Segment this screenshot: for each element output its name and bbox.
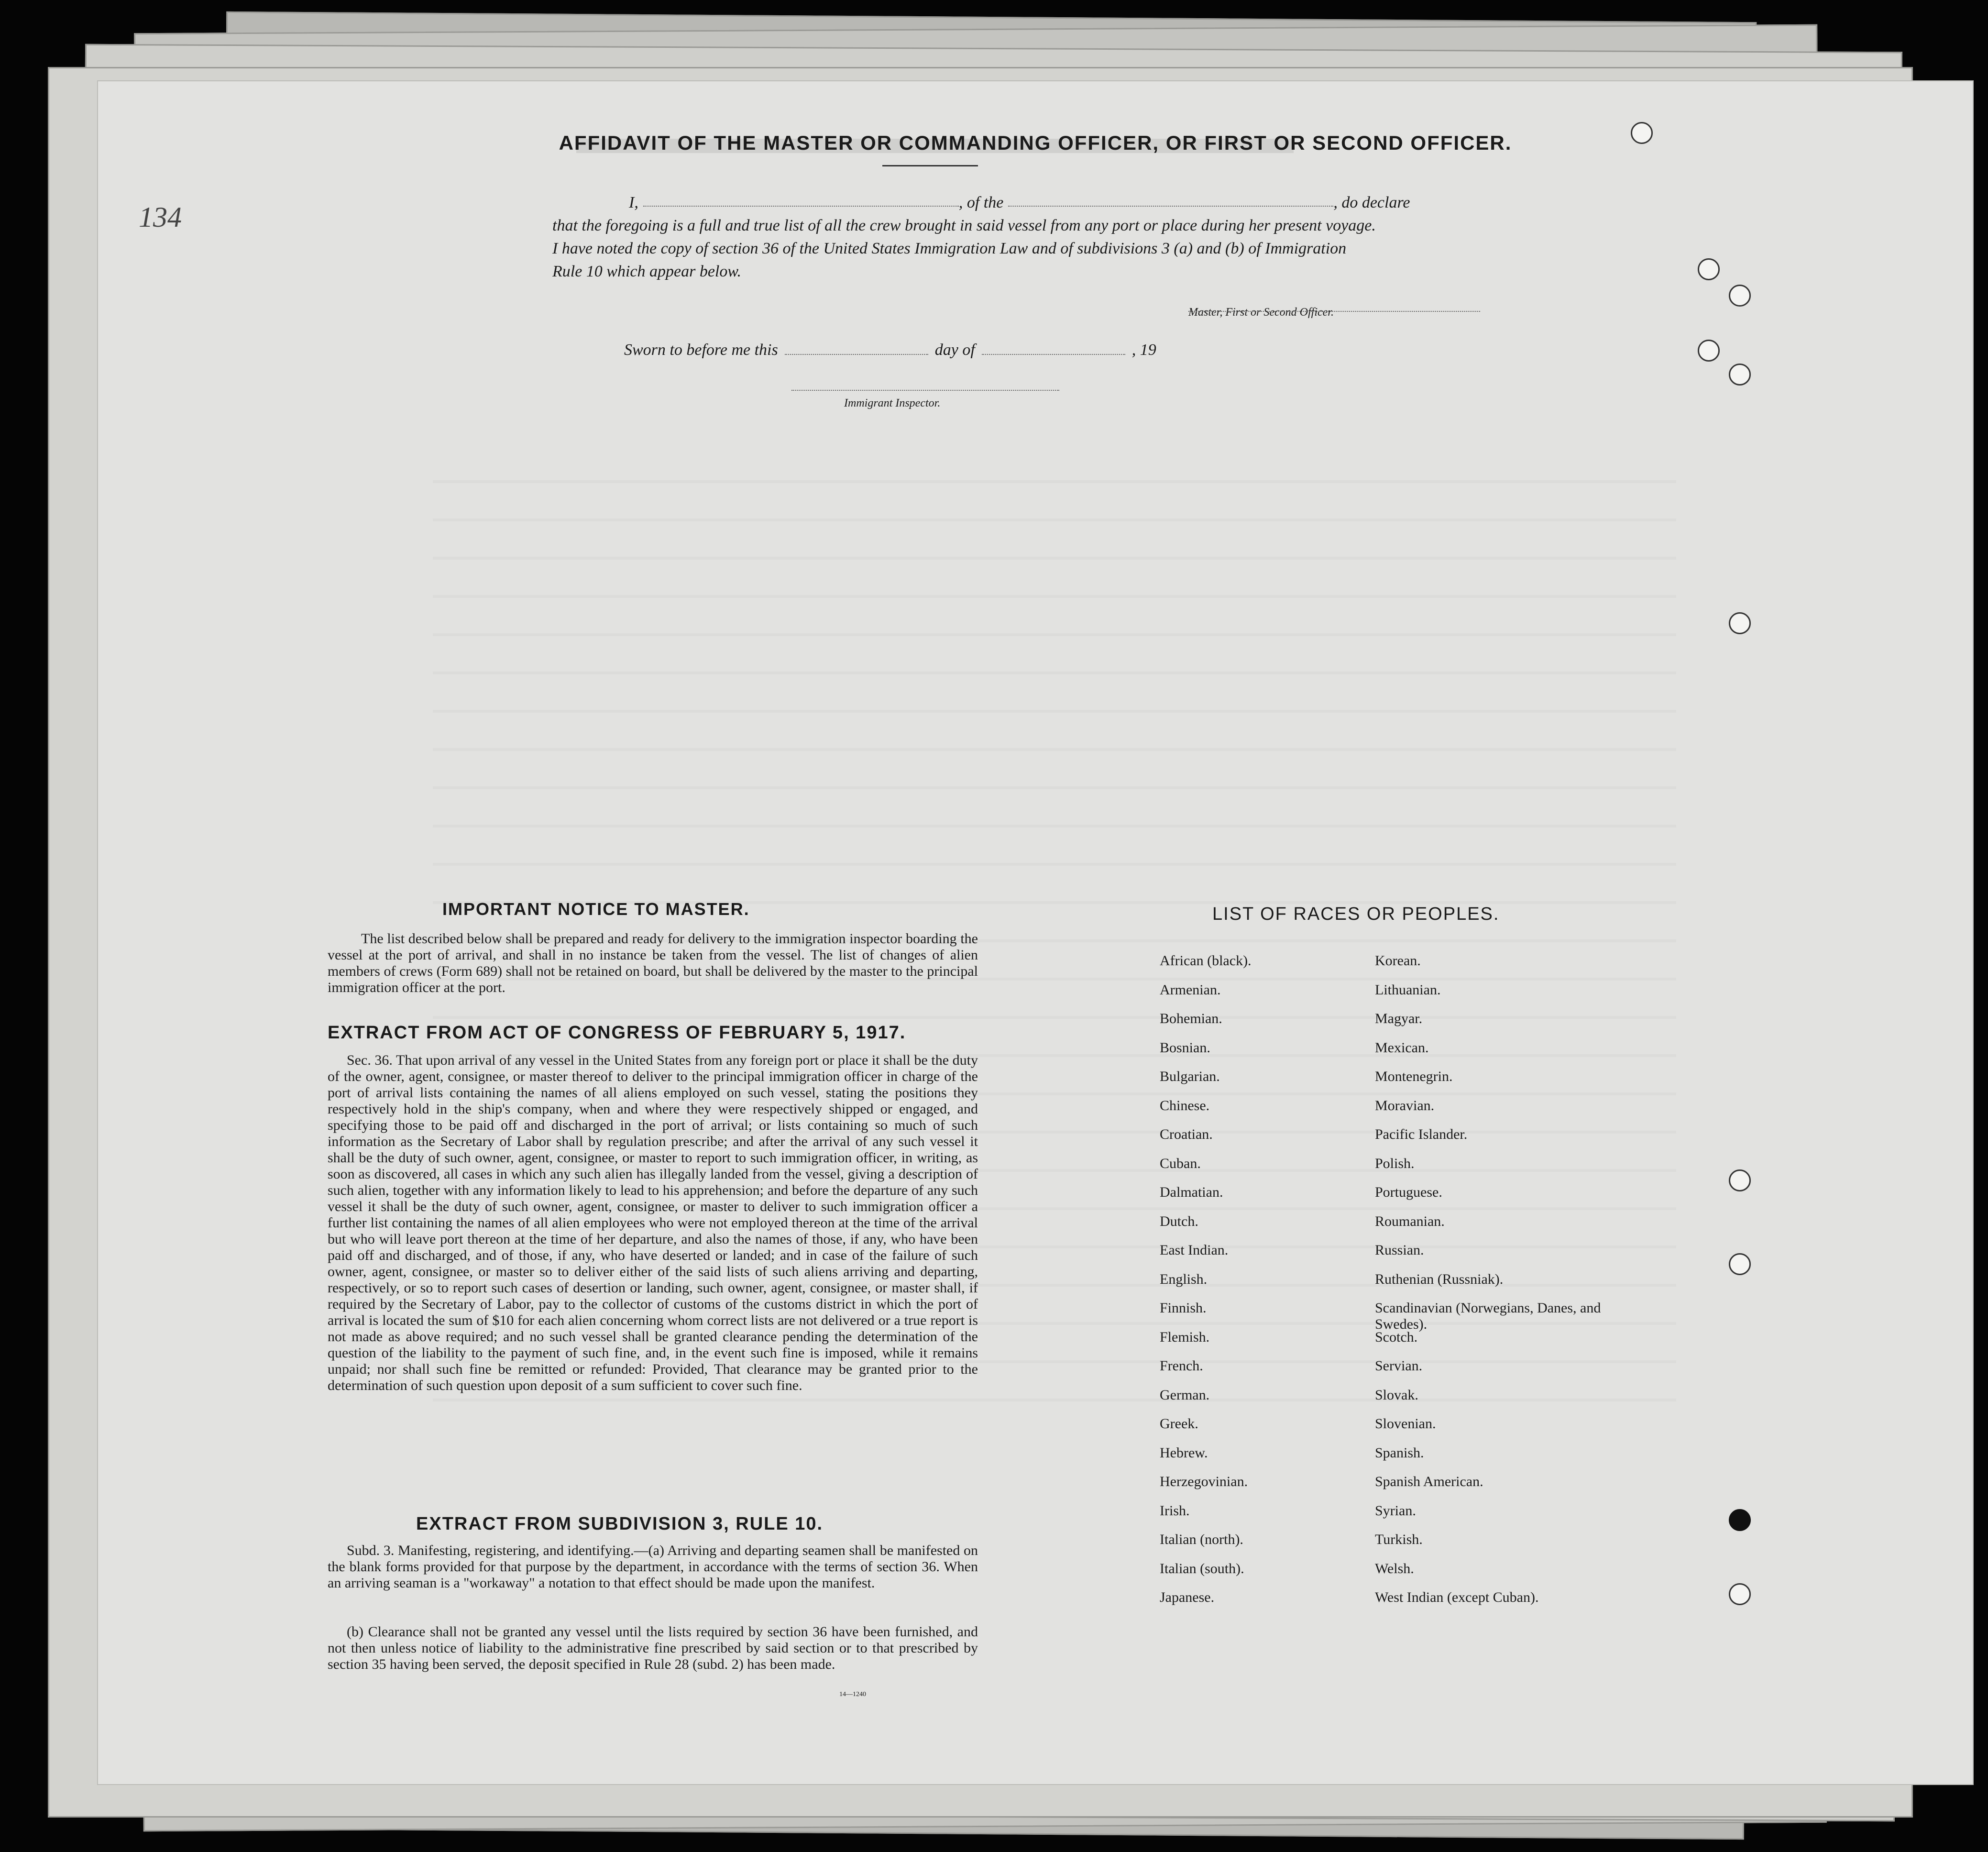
race-item: Slovenian. <box>1375 1416 1436 1432</box>
race-item: Dutch. <box>1160 1213 1198 1229</box>
races-right-column <box>1375 953 1614 1619</box>
document-page <box>98 81 1973 1784</box>
race-item: Greek. <box>1160 1416 1198 1432</box>
punch-hole <box>1729 285 1751 307</box>
race-item: Moravian. <box>1375 1097 1435 1113</box>
race-item: Russian. <box>1375 1242 1424 1258</box>
extract-act-text: Sec. 36. That upon arrival of any vessel in the United States from any foreign port or place it shall be the duty of the owner, agent, consignee, or master thereof to deliver to the principal immigration officer in charge of the port of arrival lists containing the names of all aliens employed on such vessel, stating the positions they respectively hold in the ship's company, when and where they were respectively shipped or engaged, and specifying those to be paid off and discharged in the port of arrival; or lists containing so much of such information as the Secretary of Labor shall by regulation prescribe; and after the arrival of any such vessel it shall be the duty of such owner, agent, consignee, or master to report to such immigration officer, in writing, as soon as discovered, all cases in which any such alien has illegally landed from the vessel, giving a description of such alien, together with any information likely to lead to his apprehension; and before the departure of any such vessel it shall be the duty of such owner, agent, consignee, or master to deliver to such immigration officer a further list containing the names of all alien employees who were not employed thereon at the time of the arrival but who will leave port thereon at the time of her departure, and also the names of those, if any, who have been paid off and discharged, and of those, if any, who have deserted or landed; and in case of the failure of such owner, agent, consignee, or master so to deliver either of the said lists of such aliens arriving and departing, respectively, or so to report such cases of desertion or landing, such owner, agent, consignee, or master shall, if required by the Secretary of Labor, pay to the collector of customs of the customs district in which the port of arrival is located the sum of $10 for each alien concerning whom correct lists are not delivered or a true report is not made as above required; and no such vessel shall be granted clearance pending the determination of the question of the liability to the payment of such fine, and, in the event such fine is imposed, while it remains unpaid; nor shall such fine be remitted or refunded: Provided, That clearance may be granted prior to the determination of such question upon deposit of a sum sufficient to cover such fine. <box>328 1052 978 1393</box>
race-item: Flemish. <box>1160 1329 1210 1345</box>
month-field[interactable] <box>982 340 1125 355</box>
race-item: German. <box>1160 1387 1210 1403</box>
race-item: French. <box>1160 1358 1203 1374</box>
master-signature-field[interactable] <box>1188 297 1480 312</box>
race-item: Polish. <box>1375 1155 1415 1171</box>
race-item: Dalmatian. <box>1160 1184 1223 1200</box>
extract-rule-title: EXTRACT FROM SUBDIVISION 3, RULE 10. <box>416 1514 824 1534</box>
race-item: English. <box>1160 1271 1208 1287</box>
race-item: Roumanian. <box>1375 1213 1445 1229</box>
i-label: I, <box>629 194 638 211</box>
of-the-label: , of the <box>958 194 1004 211</box>
affidavit-title: AFFIDAVIT OF THE MASTER OR COMMANDING OFFICER, OR FIRST OR SECOND OFFICER. <box>559 132 1512 154</box>
race-item: Finnish. <box>1160 1300 1207 1316</box>
declaration-line: that the foregoing is a full and true list of all the crew brought in said vessel from any port or place during her present voyage. <box>552 217 1376 234</box>
declaration-text <box>552 191 1509 283</box>
sworn-line <box>624 340 1156 359</box>
race-item: Bulgarian. <box>1160 1069 1220 1084</box>
race-item: Pacific Islander. <box>1375 1126 1468 1142</box>
day-of-label: day of <box>934 341 975 359</box>
form-number: 14—1240 <box>839 1691 866 1698</box>
race-item: West Indian (except Cuban). <box>1375 1589 1539 1605</box>
race-item: Spanish American. <box>1375 1474 1483 1489</box>
punch-hole <box>1698 340 1720 362</box>
race-item: Scotch. <box>1375 1329 1418 1345</box>
race-item: Japanese. <box>1160 1589 1215 1605</box>
do-declare-label: , do declare <box>1333 194 1410 211</box>
race-item: Korean. <box>1375 953 1421 969</box>
race-item: Portuguese. <box>1375 1184 1442 1200</box>
race-item: Bosnian. <box>1160 1039 1210 1056</box>
inspector-signature-field[interactable] <box>791 375 1059 391</box>
declaration-line: Rule 10 which appear below. <box>552 263 742 280</box>
vessel-field[interactable] <box>1008 191 1333 207</box>
inspector-label: Immigrant Inspector. <box>844 397 941 409</box>
race-item: Scandinavian (Norwegians, Danes, and Swedes). <box>1375 1300 1601 1332</box>
race-item: Spanish. <box>1375 1444 1424 1461</box>
notice-title: IMPORTANT NOTICE TO MASTER. <box>442 899 750 919</box>
master-signature-label: Master, First or Second Officer. <box>1188 306 1334 319</box>
punch-hole <box>1729 364 1751 386</box>
punch-hole <box>1729 1509 1751 1531</box>
race-item: Hebrew. <box>1160 1444 1208 1461</box>
divider <box>882 165 978 166</box>
sworn-label: Sworn to before me this <box>624 341 778 359</box>
race-item: Mexican. <box>1375 1039 1429 1056</box>
race-item: Cuban. <box>1160 1155 1201 1171</box>
race-item: Italian (north). <box>1160 1532 1243 1547</box>
race-item: Turkish. <box>1375 1532 1423 1547</box>
year-label: , 19 <box>1131 341 1156 359</box>
race-item: Slovak. <box>1375 1387 1418 1403</box>
extract-rule-text-a: Subd. 3. Manifesting, registering, and identifying.—(a) Arriving and departing seamen shall be manifested on the blank forms provided for that purpose by the department, in accordance with the terms of section 36. When an arriving seaman is a "workaway" a notation to that effect should be made upon the manifest. <box>328 1543 978 1591</box>
extract-rule-text-b: (b) Clearance shall not be granted any vessel until the lists required by section 36 have been furnished, and not then unless notice of liability to the administrative fine prescribed by said section or to that prescribed by section 35 having been served, the deposit specified in Rule 28 (subd. 2) has been made. <box>328 1624 978 1672</box>
race-item: Magyar. <box>1375 1011 1423 1026</box>
race-item: Chinese. <box>1160 1097 1210 1113</box>
punch-hole <box>1698 258 1720 280</box>
race-item: Herzegovinian. <box>1160 1474 1248 1489</box>
punch-hole <box>1729 1169 1751 1191</box>
race-item: Montenegrin. <box>1375 1069 1453 1084</box>
race-item: Syrian. <box>1375 1502 1416 1519</box>
races-left-column <box>1160 953 1361 1619</box>
punch-hole <box>1729 1583 1751 1605</box>
race-item: Italian (south). <box>1160 1560 1244 1576</box>
race-item: Armenian. <box>1160 981 1221 998</box>
margin-handwritten-note: 134 <box>139 201 182 233</box>
race-item: Bohemian. <box>1160 1011 1222 1026</box>
race-item: Servian. <box>1375 1358 1423 1374</box>
punch-hole <box>1729 612 1751 634</box>
races-title: LIST OF RACES OR PEOPLES. <box>1212 904 1500 924</box>
race-item: Ruthenian (Russniak). <box>1375 1271 1504 1287</box>
race-item: Croatian. <box>1160 1126 1213 1142</box>
notice-text: The list described below shall be prepared and ready for delivery to the immigration inspector boarding the vessel at the port of arrival, and shall in no instance be taken from the vessel. The list of changes of alien members of crews (Form 689) shall not be retained on board, but shall be delivered by the master to the principal immigration officer at the port. <box>328 931 978 995</box>
day-field[interactable] <box>785 340 928 355</box>
declaration-line: I have noted the copy of section 36 of the United States Immigration Law and of subdivisions 3 (a) and (b) of Immigration <box>552 240 1347 257</box>
name-field[interactable] <box>643 191 959 207</box>
race-item: East Indian. <box>1160 1242 1229 1258</box>
punch-hole <box>1729 1253 1751 1275</box>
race-item: Lithuanian. <box>1375 981 1441 998</box>
extract-act-title: EXTRACT FROM ACT OF CONGRESS OF FEBRUARY 5, 1917. <box>328 1023 906 1043</box>
race-item: Irish. <box>1160 1502 1190 1519</box>
race-item: African (black). <box>1160 953 1252 969</box>
race-item: Welsh. <box>1375 1560 1414 1576</box>
punch-hole <box>1631 122 1653 144</box>
